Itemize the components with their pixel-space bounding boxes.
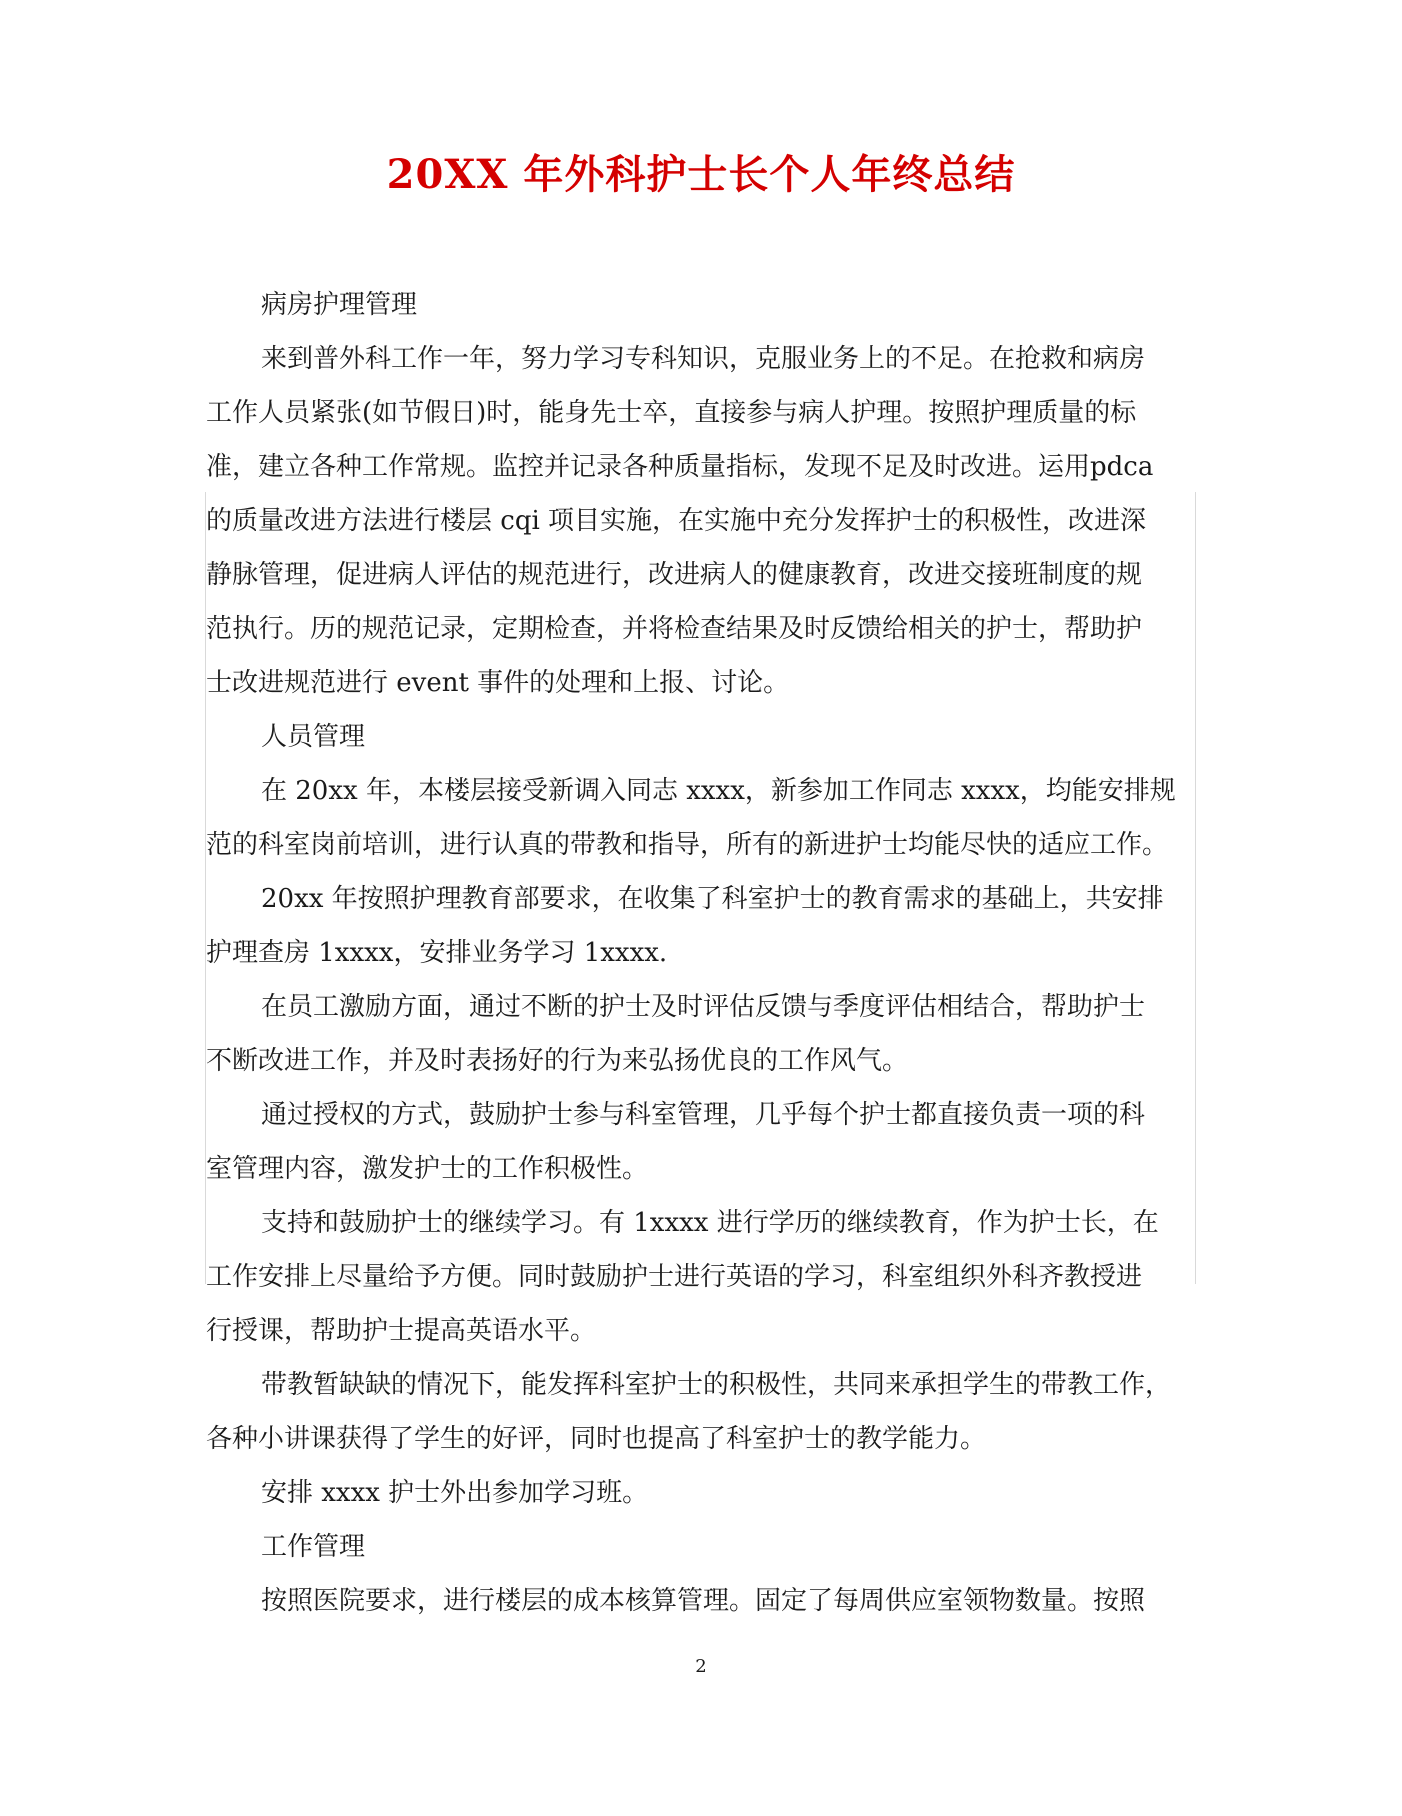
document-body <box>206 278 1196 1628</box>
text-line: 在 20xx 年，本楼层接受新调入同志 xxxx，新参加工作同志 xxxx，均能安排规 <box>261 776 1176 806</box>
text-line: 士改进规范进行 event 事件的处理和上报、讨论。 <box>206 668 790 698</box>
text-line: 按照医院要求，进行楼层的成本核算管理。固定了每周供应室领物数量。按照 <box>261 1586 1146 1616</box>
text-line: 来到普外科工作一年，努力学习专科知识，克服业务上的不足。在抢救和病房 <box>261 344 1146 374</box>
text-line: 安排 xxxx 护士外出参加学习班。 <box>261 1478 649 1508</box>
text-line: 护理查房 1xxxx，安排业务学习 1xxxx. <box>206 938 668 968</box>
text-line: 不断改进工作，并及时表扬好的行为来弘扬优良的工作风气。 <box>206 1046 909 1076</box>
text-line: 各种小讲课获得了学生的好评，同时也提高了科室护士的教学能力。 <box>206 1424 987 1454</box>
text-line: 的质量改进方法进行楼层 cqi 项目实施，在实施中充分发挥护士的积极性，改进深 <box>206 506 1147 536</box>
section-heading-ward: 病房护理管理 <box>261 290 418 320</box>
text-line: 带教暂缺缺的情况下，能发挥科室护士的积极性，共同来承担学生的带教工作， <box>261 1370 1172 1400</box>
text-line: 在员工激励方面，通过不断的护士及时评估反馈与季度评估相结合，帮助护士 <box>261 992 1146 1022</box>
text-line: 范的科室岗前培训，进行认真的带教和指导，所有的新进护士均能尽快的适应工作。 <box>206 830 1169 860</box>
text-line: 范执行。历的规范记录，定期检查，并将检查结果及时反馈给相关的护士，帮助护 <box>206 614 1143 644</box>
section-heading-staff: 人员管理 <box>261 722 366 752</box>
text-line: 室管理内容，激发护士的工作积极性。 <box>206 1154 649 1184</box>
text-line: 准，建立各种工作常规。监控并记录各种质量指标，发现不足及时改进。运用pdca <box>206 452 1154 482</box>
text-line: 工作人员紧张(如节假日)时，能身先士卒，直接参与病人护理。按照护理质量的标 <box>206 398 1137 428</box>
text-line: 静脉管理，促进病人评估的规范进行，改进病人的健康教育，改进交接班制度的规 <box>206 560 1143 590</box>
text-line: 支持和鼓励护士的继续学习。有 1xxxx 进行学历的继续教育，作为护士长，在 <box>261 1208 1159 1238</box>
section-heading-work: 工作管理 <box>261 1532 366 1562</box>
text-line: 行授课，帮助护士提高英语水平。 <box>206 1316 597 1346</box>
page-title: 20XX 年外科护士长个人年终总结 <box>386 151 1016 198</box>
page-number: 2 <box>695 1656 707 1677</box>
text-line: 工作安排上尽量给予方便。同时鼓励护士进行英语的学习，科室组织外科齐教授进 <box>206 1262 1143 1292</box>
text-line: 通过授权的方式，鼓励护士参与科室管理，几乎每个护士都直接负责一项的科 <box>261 1100 1146 1130</box>
text-line: 20xx 年按照护理教育部要求，在收集了科室护士的教育需求的基础上，共安排 <box>261 884 1164 914</box>
